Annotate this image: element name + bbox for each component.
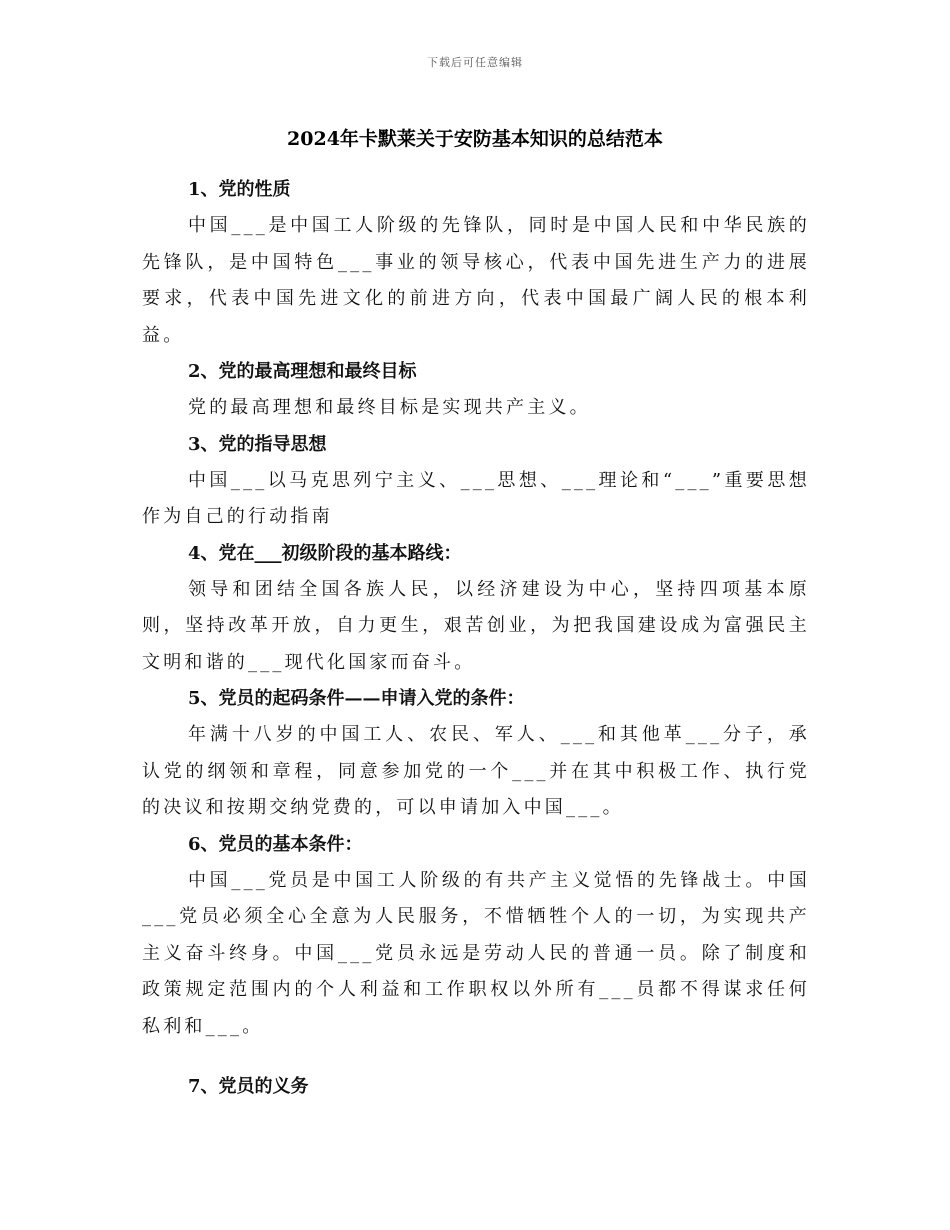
section-paragraph: 中国___是中国工人阶级的先锋队，同时是中国人民和中华民族的先锋队，是中国特色___事业的领导核心，代表中国先进生产力的进展要求，代表中国先进文化的前进方向，代表中国最广阔人民的根本利益。: [142, 215, 810, 346]
section-paragraph: 年满十八岁的中国工人、农民、军人、___和其他革___分子，承认党的纲领和章程，同意参加党的一个___并在其中积极工作、执行党的决议和按期交纳党费的，可以申请加入中国___。: [142, 724, 810, 818]
section-1: [142, 172, 810, 354]
section-heading: 1、党的性质: [188, 179, 291, 200]
section-paragraph: 党的最高理想和最终目标是实现共产主义。: [188, 397, 591, 418]
section-4: [142, 536, 810, 682]
section-heading: 3、党的指导思想: [188, 433, 327, 455]
section-heading: 4、党在___初级阶段的基本路线：: [188, 542, 462, 564]
section-2: [142, 354, 810, 427]
section-6: [142, 827, 810, 1046]
section-heading: 6、党员的基本条件：: [188, 833, 363, 855]
page-header-note: 下载后可任意编辑: [427, 56, 523, 69]
section-heading: 7、党员的义务: [188, 1076, 309, 1097]
document-title: 2024年卡默莱关于安防基本知识的总结范本: [287, 128, 663, 150]
section-paragraph: 中国___党员是中国工人阶级的有共产主义觉悟的先锋战士。中国___党员必须全心全意为人民服务，不惜牺牲个人的一切，为实现共产主义奋斗终身。中国___党员永远是劳动人民的普通一员。除了制度和政策规定范围内的个人利益和工作职权以外所有___员都不得谋求任何私利和___。: [142, 869, 810, 1037]
section-paragraph: 领导和团结全国各族人民，以经济建设为中心，坚持四项基本原则，坚持改革开放，自力更生，艰苦创业，为把我国建设成为富强民主文明和谐的___现代化国家而奋斗。: [142, 578, 810, 673]
section-5: [142, 681, 810, 827]
section-3: [142, 427, 810, 536]
section-paragraph: 中国___以马克思列宁主义、___思想、___理论和“___”重要思想作为自己的行动指南: [142, 469, 810, 527]
section-heading: 5、党员的起码条件——申请入党的条件：: [188, 688, 525, 709]
document-body: [142, 172, 810, 1105]
section-7: [142, 1069, 810, 1105]
section-heading: 2、党的最高理想和最终目标: [188, 361, 417, 382]
